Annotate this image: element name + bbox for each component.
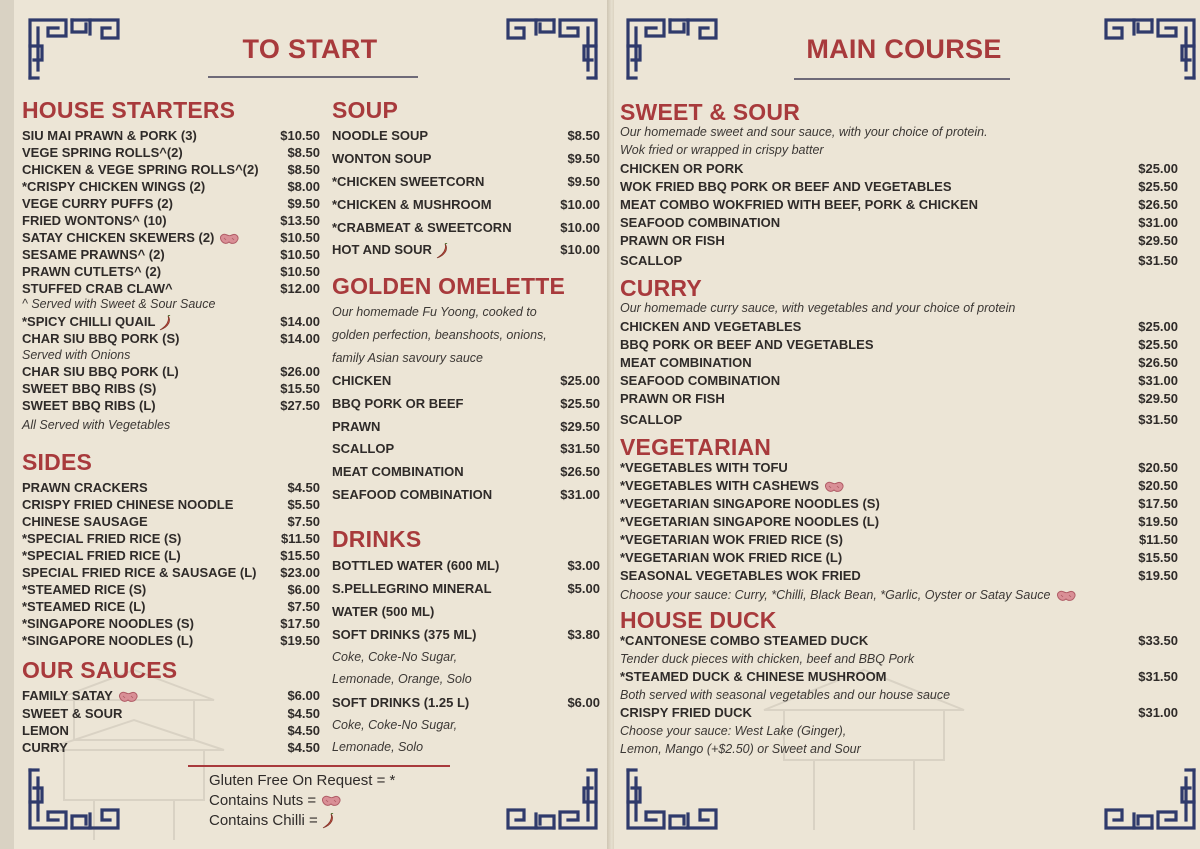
fret-corner-ornament-icon (26, 16, 122, 82)
section-description: Wok fried or wrapped in crispy batter (620, 143, 824, 157)
legend-gluten-free: Gluten Free On Request = * (209, 772, 396, 789)
item-note: Choose your sauce: West Lake (Ginger), (620, 724, 847, 738)
peanut-icon (823, 480, 845, 494)
peanut-icon (1055, 589, 1077, 603)
sauce-choice-note: Choose your sauce: Curry, *Chilli, Black Bean, *Garlic, Oyster or Satay Sauce (620, 588, 1077, 603)
section-title-drinks: DRINKS (332, 526, 422, 552)
legend-contains-nuts: Contains Nuts = (209, 792, 342, 809)
fret-corner-ornament-icon (624, 766, 720, 832)
item-note: Both served with seasonal vegetables and our house sauce (620, 688, 951, 702)
legend-divider (188, 765, 450, 767)
fret-corner-ornament-icon (504, 16, 600, 82)
section-description: golden perfection, beanshoots, onions, (332, 328, 547, 342)
item-note: Coke, Coke-No Sugar, (332, 650, 458, 664)
item-note: Served with Onions (22, 348, 131, 362)
chilli-icon (436, 243, 448, 259)
item-note: Lemon, Mango (+$2.50) or Sweet and Sour (620, 742, 861, 756)
peanut-icon (117, 690, 139, 704)
section-title-sides: SIDES (22, 449, 93, 475)
peanut-icon (218, 232, 240, 246)
item-note: Lemonade, Solo (332, 740, 424, 754)
chilli-icon (159, 315, 171, 331)
title-divider (794, 78, 1010, 80)
section-title-house-duck: HOUSE DUCK (620, 607, 777, 633)
item-note: All Served with Vegetables (22, 418, 171, 432)
fret-corner-ornament-icon (624, 16, 720, 82)
item-note: Lemonade, Orange, Solo (332, 672, 472, 686)
title-divider (208, 76, 418, 78)
section-title-golden-omelette: GOLDEN OMELETTE (332, 273, 565, 299)
section-title-soup: SOUP (332, 97, 398, 123)
section-title-vegetarian: VEGETARIAN (620, 434, 772, 460)
section-title-sweet-and-sour: SWEET & SOUR (620, 99, 801, 125)
section-description: Our homemade Fu Yoong, cooked to (332, 305, 537, 319)
legend-contains-chilli: Contains Chilli = (209, 812, 334, 829)
item-note: ^ Served with Sweet & Sour Sauce (22, 297, 216, 311)
menu-page-to-start: TO START HOUSE STARTERS SIU MAI PRAWN & PORK (3) $10.50 VEGE SPRING ROLLS^(2) $8.50 CHICKEN & VEGE SPRING ROLLS^(2) $8.50 *CRISPY CHICKEN WINGS (2) $8.00 VEGE CURRY PUFFS (2) $9.50 FRIED WONTONS^ (10) $13.50 SATAY CHICKEN SKEWERS (2) $10.50 SESAME PRAWNS^ (2) $10.50 PRAWN CUTLETS^ (2) $10.50 STUFFED CRAB CLAW^ $12.00 ^ Served with Sweet & Sour Sauce *SPICY CHILLI QUAIL $14.00 CHAR SIU BBQ PORK (S) $14.00 Served with Onions CHAR SIU BBQ PORK (L) $26.00 SWEET BBQ RIBS (S) $15.50 SWEET BBQ RIBS (L) $27.50 All Served with Vegetables SIDES PRAWN CRACKERS $4.50 CRISPY FRIED CHINESE NOODLE $5.50 CHINESE SAUSAGE $7.50 *SPECIAL FRIED RICE (S) $11.50 *SPECIAL FRIED RICE (L) $15.50 SPECIAL FRIED RICE & SAUSAGE (L) $23.00 *STEAMED RICE (S) $6.00 *STEAMED RICE (L) $7.50 *SINGAPORE NOODLES (S) $17.50 *SINGAPORE NOODLES (L) $19.50 OUR SAUCES FAMILY SATAY $6.00 SWEET & SOUR $4.50 LEMON $4.50 CURRY $4.50 SOUP NOODLE SOUP $8.50 WONTON SOUP $9.50 *CHICKEN SWEETCORN $9.50 *CHICKEN & MUSHROOM $10.00 *CRABMEAT & SWEETCORN $10.00 HOT AND SOUR $10.00 GOLDEN OMELETTE Our homemade Fu Yoong, cooked to golden perfection, beanshoots, onions, family Asian savoury sauce CHICKEN $25.00 BBQ PORK OR BEEF $25.50 PRAWN $29.50 SCALLOP $31.50 MEAT COMBINATION $26.50 SEAFOOD COMBINATION $31.00 DRINKS BOTTLED WATER (600 ML) $3.00 S.PELLEGRINO MINERAL $5.00 WATER (500 ML) SOFT DRINKS (375 ML) $3.80 Coke, Coke-No Sugar, Lemonade, Orange, Solo SOFT DRINKS (1.25 L) $6.00 Coke, Coke-No Sugar, Lemonade, Solo Gluten Free On Request = * Contains Nuts = Contains Chilli = (14, 0, 608, 849)
item-note: Tender duck pieces with chicken, beef and BBQ Pork (620, 652, 915, 666)
section-title-house-starters: HOUSE STARTERS (22, 97, 236, 123)
fret-corner-ornament-icon (1102, 766, 1198, 832)
page-title: MAIN COURSE (806, 34, 1002, 64)
section-title-curry: CURRY (620, 275, 702, 301)
page-title: TO START (242, 34, 378, 64)
chilli-icon (322, 813, 334, 829)
section-title-our-sauces: OUR SAUCES (22, 657, 178, 683)
section-description: Our homemade curry sauce, with vegetables and your choice of protein (620, 301, 1016, 315)
item-note: Coke, Coke-No Sugar, (332, 718, 458, 732)
section-description: family Asian savoury sauce (332, 351, 483, 365)
fret-corner-ornament-icon (504, 766, 600, 832)
fret-corner-ornament-icon (1102, 16, 1198, 82)
section-description: Our homemade sweet and sour sauce, with your choice of protein. (620, 125, 988, 139)
menu-page-main-course: MAIN COURSE SWEET & SOUR Our homemade sweet and sour sauce, with your choice of protein. Wok fried or wrapped in crispy batter CHICKEN OR PORK $25.00 WOK FRIED BBQ PORK OR BEEF AND VEGETABLES $25.50 MEAT COMBO WOKFRIED WITH BEEF, PORK & CHICKEN $26.50 SEAFOOD COMBINATION $31.00 PRAWN OR FISH $29.50 SCALLOP $31.50 CURRY Our homemade curry sauce, with vegetables and your choice of protein CHICKEN AND VEGETABLES $25.00 BBQ PORK OR BEEF AND VEGETABLES $25.50 MEAT COMBINATION $26.50 SEAFOOD COMBINATION $31.00 PRAWN OR FISH $29.50 SCALLOP $31.50 VEGETARIAN *VEGETABLES WITH TOFU $20.50 *VEGETABLES WITH CASHEWS $20.50 *VEGETARIAN SINGAPORE NOODLES (S) $17.50 *VEGETARIAN SINGAPORE NOODLES (L) $19.50 *VEGETARIAN WOK FRIED RICE (S) $11.50 *VEGETARIAN WOK FRIED RICE (L) $15.50 SEASONAL VEGETABLES WOK FRIED $19.50 Choose your sauce: Curry, *Chilli, Black Bean, *Garlic, Oyster or Satay Sauce HOUSE DUCK *CANTONESE COMBO STEAMED DUCK $33.50 Tender duck pieces with chicken, beef and BBQ Pork *STEAMED DUCK & CHINESE MUSHROOM $31.50 Both served with seasonal vegetables and our house sauce CRISPY FRIED DUCK $31.00 Choose your sauce: West Lake (Ginger), Lemon, Mango (+$2.50) or Sweet and Sour (614, 0, 1200, 849)
peanut-icon (320, 794, 342, 808)
